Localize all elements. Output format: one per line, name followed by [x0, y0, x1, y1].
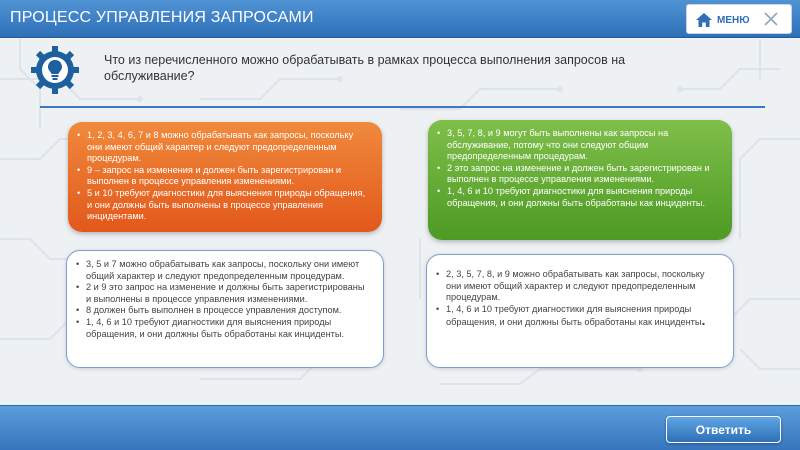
footer-bar: [0, 405, 800, 450]
answer-option-d[interactable]: [426, 254, 734, 368]
page-title: ПРОЦЕСС УПРАВЛЕНИЯ ЗАПРОСАМИ: [10, 9, 314, 26]
list-item: • 1, 4, 6 и 10 требуют диагностики для выяснения природы обращения, и они должны быть обработаны как инциденты.: [436, 186, 720, 209]
list-item: • 1, 2, 3, 4, 6, 7 и 8 можно обрабатывать как запросы, поскольку они имеют общий характер и следуют предопределенным процедурам.: [76, 130, 370, 165]
gear-lightbulb-icon: [30, 45, 80, 95]
header-bar: [0, 0, 800, 38]
list-item: • 5 и 10 требуют диагностики для выяснения природы обращения, и они должны быть выполнены в процессе управления инцидентами.: [76, 188, 370, 223]
menu-button[interactable]: [695, 10, 750, 30]
close-icon: [763, 11, 779, 27]
divider: [40, 106, 765, 108]
answer-button[interactable]: Ответить: [666, 416, 781, 443]
list-item: • 2 это запрос на изменение и должен быть зарегистрирован и выполнен в процессе управления изменениями.: [436, 163, 720, 186]
question-text: Что из перечисленного можно обрабатывать в рамках процесса выполнения запросов на обслуживание?: [104, 53, 626, 83]
menu-panel: [686, 4, 792, 34]
answer-a-list: [76, 130, 370, 223]
answer-d-list: [435, 269, 721, 329]
list-item: • 3, 5, 7, 8, и 9 могут быть выполнены как запросы на обслуживание, потому что они следуют общим предопределенным процедурам.: [436, 128, 720, 163]
trailing-dot: .: [701, 312, 706, 329]
answer-c-list: [75, 259, 371, 340]
answer-b-list: [436, 128, 720, 209]
answer-option-a[interactable]: [68, 122, 382, 232]
list-item: • 9 – запрос на изменения и должен быть зарегистрирован и выполнен в процессе управления изменениями.: [76, 165, 370, 188]
list-item: • 8 должен быть выполнен в процессе управления доступом.: [75, 305, 371, 317]
answer-option-c[interactable]: [66, 250, 384, 368]
list-item: • 1, 4, 6 и 10 требуют диагностики для выяснения природы обращения, и они должны быть обработаны как инциденты.: [75, 317, 371, 340]
list-item: [435, 304, 721, 329]
home-icon: [695, 12, 713, 28]
menu-label: МЕНЮ: [717, 14, 750, 26]
list-item-text: 1, 4, 6 и 10 требуют диагностики для выяснения природы обращения, и они должны быть обработаны как инциденты: [446, 303, 702, 328]
close-button[interactable]: [763, 11, 779, 27]
list-item: • 3, 5 и 7 можно обрабатывать как запросы, поскольку они имеют общий характер и следуют предопределенным процедурам.: [75, 259, 371, 282]
list-item: • 2, 3, 5, 7, 8, и 9 можно обрабатывать как запросы, поскольку они имеют общий характер и следуют предопределенным процедурам.: [435, 269, 721, 304]
answer-option-b[interactable]: [428, 120, 732, 240]
list-item: • 2 и 9 это запрос на изменение и должны быть зарегистрированы и выполнены в процессе управления изменениями.: [75, 282, 371, 305]
